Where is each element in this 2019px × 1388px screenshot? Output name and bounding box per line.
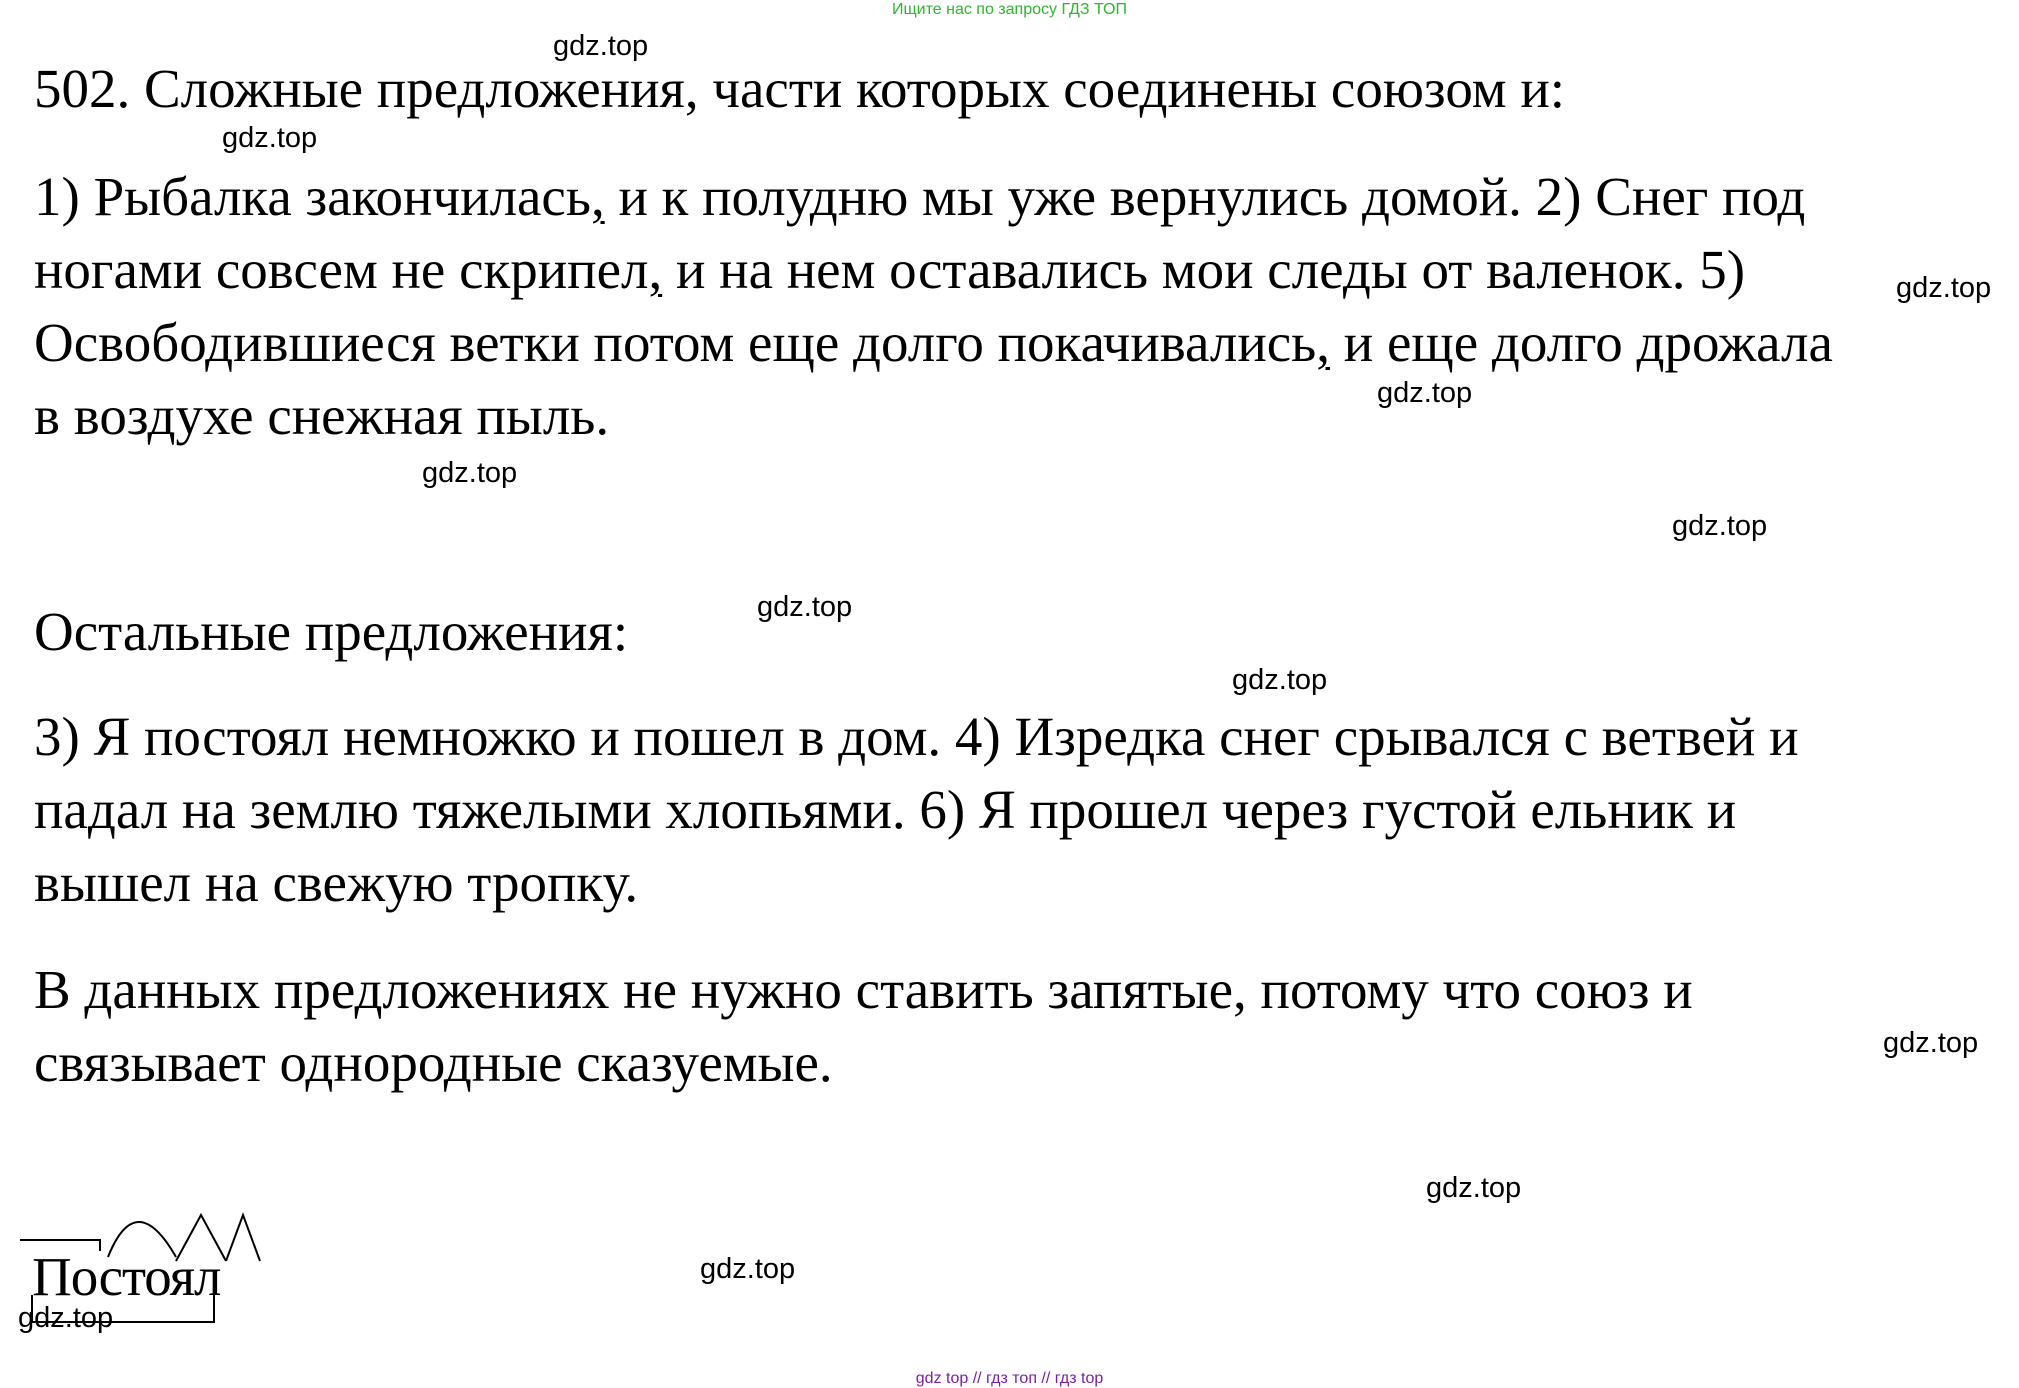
compound-line-1: 1) Рыбалка закончилась, и к полудню мы уже вернулись домой. 2) Снег под [34,166,1806,227]
watermark: gdz.top [553,30,649,62]
explanation-line-2: связывает однородные сказуемые. [34,1032,833,1093]
other-line-1: 3) Я постоял немножко и пошел в дом. 4) Изредка снег срывался с ветвей и [34,706,1799,767]
other-sentences [34,700,1994,919]
compound-line-3: Освободившиеся ветки потом еще долго покачивались, и еще долго дрожала [34,312,1833,373]
watermark: gdz.top [422,457,518,489]
watermark: gdz.top [1896,272,1992,304]
bottom-banner[interactable]: gdz top // гдз топ // гдз top [915,1370,1104,1387]
watermark: gdz.top [700,1253,796,1285]
watermark: gdz.top [1672,510,1768,542]
compound-sentences [34,160,1994,452]
compound-line-2: ногами совсем не скрипел, и на нем оставались мои следы от валенок. 5) [34,239,1746,300]
underlined-comma: , [1316,312,1331,373]
exercise-heading: 502. Сложные предложения, части которых соединены союзом и: [34,58,1566,119]
compound-line-4: в воздухе снежная пыль. [34,385,610,446]
watermark: gdz.top [222,122,318,154]
other-line-2: падал на землю тяжелыми хлопьями. 6) Я прошел через густой ельник и [34,779,1737,840]
watermark: gdz.top [757,591,853,623]
suffix-mark [226,1215,260,1261]
analyzed-word: Постоял [32,1246,221,1307]
watermark: gdz.top [1377,377,1473,409]
explanation-line-1: В данных предложениях не нужно ставить запятые, потому что союз и [34,959,1693,1020]
other-line-3: вышел на свежую тропку. [34,852,639,913]
top-banner[interactable]: Ищите нас по запросу ГДЗ ТОП [892,1,1127,18]
watermark: gdz.top [1232,664,1328,696]
watermark: gdz.top [1426,1172,1522,1204]
underlined-comma: , [648,239,663,300]
explanation [34,953,1994,1099]
underlined-comma: , [590,166,605,227]
watermark: gdz.top [1883,1027,1979,1059]
others-heading: Остальные предложения: [34,601,629,662]
watermark: gdz.top [18,1302,114,1334]
